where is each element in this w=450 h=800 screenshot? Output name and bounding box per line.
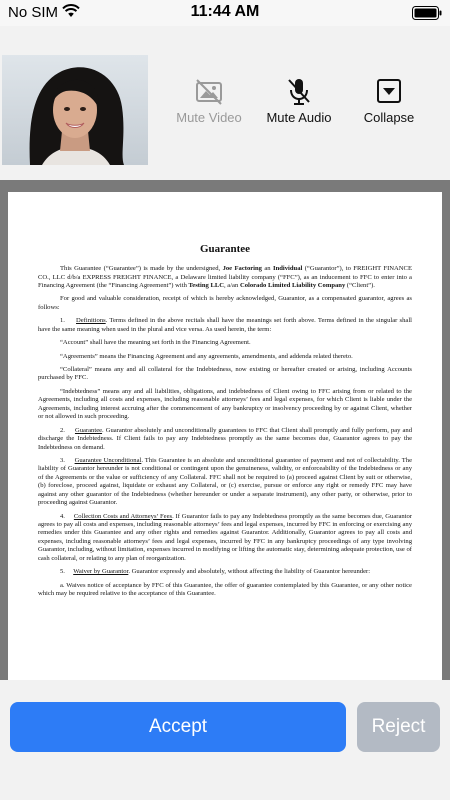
document-page [8,192,442,680]
section-collection-costs: 4. Collection Costs and Attorneys’ Fees. If Guarantor fails to pay any Indebtedness promptly as the same becomes due, Guarantor agrees to pay all costs and expenses, including reasonable attorneys’ fees and legal expenses, incurred by FFC in enforcing or exercising any remedies under this Guarantee and any other rights and remedies against Guarantor. Additionally, Guarantor agrees to pay all costs and expenses, including reasonable attorneys’ fees and legal expenses, incurred by FFC in any bankruptcy proceedings of any type involving Guarantor, including, without limitation, expenses incurred in modifying or lifting the automatic stay, determining adequate protection, use of cash collateral, or relating to any plan of reorganization. [38,512,412,562]
accept-button[interactable]: Accept [10,702,346,752]
definition-account: “Account” shall have the meaning set forth in the Financing Agreement. [60,339,251,347]
definition-indebtedness: “Indebtedness” means any and all liabilities, obligations, and indebtedness of Client owing to FFC arising from or related to the Agreements, including all costs and expenses, including reasonable attorneys’ fees and legal expenses, for which Client is liable under the Agreements, including interest accruing after the commencement of any bankruptcy or insolvency proceeding by or against Client, whether or not allowed in such proceeding. [38,387,412,421]
document-title: Guarantee [199,243,251,255]
participant-avatar [2,55,148,165]
mute-video-label: Mute Video [176,110,242,125]
collapse-button[interactable] [344,76,434,125]
action-bar [0,680,450,800]
video-call-panel [0,26,450,180]
intro-paragraph: This Guarantee (“Guarantee”) is made by the undersigned, Joe Factoring an Individual (“Guarantor”), to FREIGHT FINANCE CO., LLC d/b/a EXPRESS FREIGHT FINANCE, a Delaware limited liability company (“FFC”), as an inducement to FFC to enter into a Financing Agreement (the “Financing Agreement”) with Testing LLC, a/an Colorado Limited Liability Company (“Client”). [38,265,412,289]
mute-video-button[interactable] [164,76,254,125]
document-viewer[interactable] [0,180,450,680]
carrier-label: No SIM [8,4,59,21]
consideration-paragraph: For good and valuable consideration, receipt of which is hereby acknowledged, Guarantor, as a compensated guarantor, agrees as follows: [38,295,412,311]
video-off-icon [194,76,224,106]
mute-audio-button[interactable] [254,76,344,125]
status-time: 11:44 AM [190,3,260,20]
battery-icon [412,6,442,20]
section-guarantee: 2. Guarantee. Guarantor absolutely and unconditionally guarantees to FFC that Client shall promptly and fully perform, pay and discharge the Indebtedness. If Client fails to pay any Indebtedness promptly as the same becomes due, Guarantor agrees to pay the Indebtedness on demand. [38,426,412,451]
collapse-label: Collapse [363,110,415,125]
mute-audio-label: Mute Audio [266,110,332,125]
section-guarantee-unconditional: 3. Guarantee Unconditional. This Guarantee is an absolute and unconditional guarantee of payment and not of collectability. The liability of Guarantor hereunder is not conditional or contingent upon the genuineness, validity, or enforceability of the Indebtedness or any of the Agreements or the value or sufficiency of any Collateral. FFC shall not be required to (a) proceed against Client by suit or otherwise, (b) foreclose, proceed against, liquidate or exhaust any Collateral, or (c) exercise, pursue or enforce any right or remedy FFC may have against any other guarantor of the Indebtedness (whether hereunder or under a separate instrument), any other party, or otherwise, prior to proceeding against Guarantor. [38,456,412,507]
section-definitions: 1. Definitions. Terms defined in the above recitals shall have the meanings set forth above. Terms defined in the singular shall have the same meaning when used in the plural and vice versa. As used herein, the term: [38,317,412,333]
definition-collateral: “Collateral” means any and all collateral for the Indebtedness, now existing or hereafter created or arising, including Accounts purchased by FFC. [38,366,412,382]
section-waiver: 5. Waiver by Guarantor. Guarantor expressly and absolutely, without affecting the liability of Guarantor hereunder: [60,568,371,576]
remote-video-feed[interactable] [2,55,148,165]
status-bar [0,0,450,26]
section-waiver-a: a. Waives notice of acceptance by FFC of this Guarantee, the offer of guarantee contemplated by this Guarantee, or any other notice which may be required relative to the acceptance of this Guarantee. [38,581,412,598]
definition-agreements: “Agreements” means the Financing Agreement and any agreements, amendments, and addenda related thereto. [60,352,353,360]
collapse-icon [374,76,404,106]
reject-button[interactable]: Reject [357,702,440,752]
mic-off-icon [284,76,314,106]
